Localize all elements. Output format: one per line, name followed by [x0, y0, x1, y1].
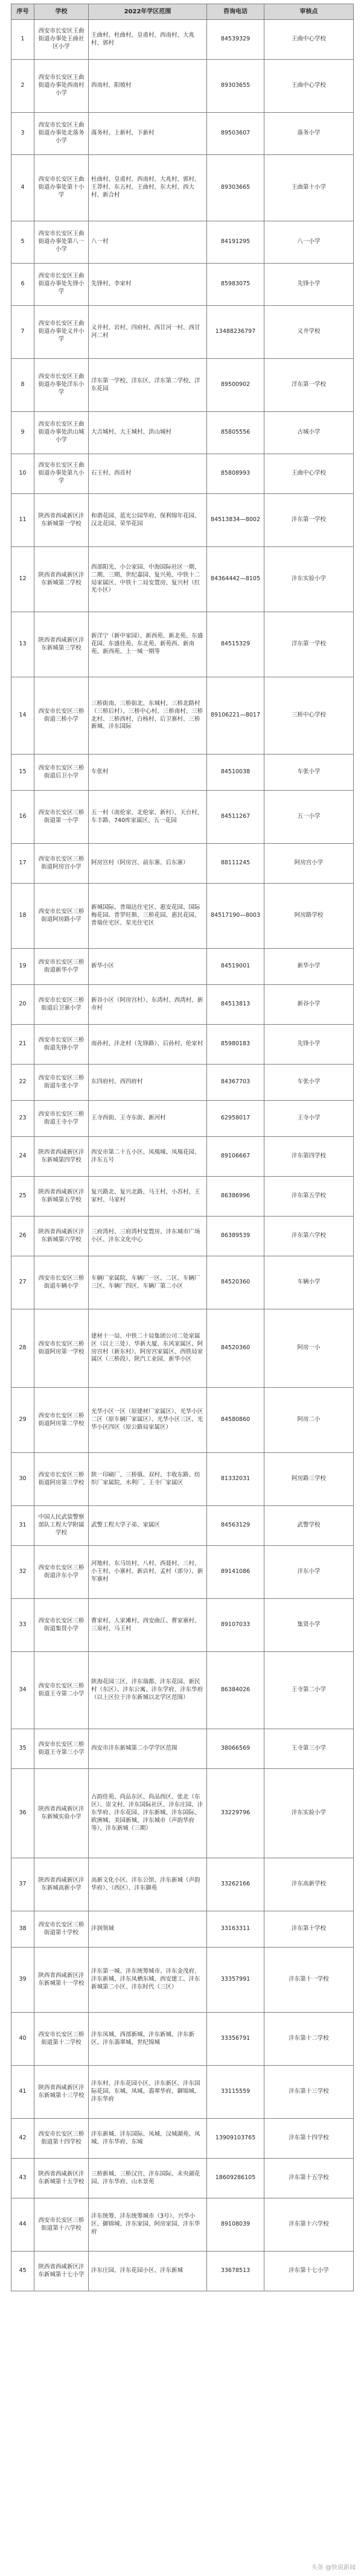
row-school: 西安市长安区三桥街道沣东小学 [34, 1546, 89, 1599]
row-no: 25 [11, 1177, 34, 1217]
row-school: 西安市长安区三桥街道车张小学 [34, 1065, 89, 1101]
table-row [11, 2013, 354, 2066]
row-phone: 84364442—8105 [207, 547, 264, 612]
row-school: 陕西省西咸新区沣东新城第十五学校 [34, 2159, 89, 2198]
row-phone: 89108039 [207, 2198, 264, 2252]
row-no: 43 [11, 2159, 34, 2198]
row-no: 15 [11, 755, 34, 791]
row-no: 10 [11, 454, 34, 494]
row-school: 西安市长安区三桥街道集贤小学 [34, 1599, 89, 1652]
table-row [11, 1101, 354, 1137]
row-review: 先锋小学 [264, 264, 354, 306]
row-review: 沣东第十四学校 [264, 2119, 354, 2159]
row-review: 车张小学 [264, 1065, 354, 1101]
row-school: 西安市长安区三桥街道新华小学 [34, 949, 89, 985]
row-phone: 38066569 [207, 1729, 264, 1769]
row-scope: 沣东统筹、沣东统筹城市（3号）、兴华小区、御锦城、沣东家园、阿房家园、沣东华府 [89, 2198, 207, 2252]
row-review: 王曲中心学校 [264, 60, 354, 113]
table-row [11, 884, 354, 949]
table-row [11, 677, 354, 755]
row-review: 阿房路学校 [264, 884, 354, 949]
row-review: 沣东第十五学校 [264, 2159, 354, 2198]
table-row [11, 2159, 354, 2198]
row-review: 王曲中心学校 [264, 20, 354, 60]
row-phone: 89503607 [207, 113, 264, 155]
row-review: 沣东小学 [264, 1546, 354, 1599]
row-scope: 陕海花园三区、沣东瑞都、沣东花园、新民村（东区）、沣东公寓、沣东学府、沣东华府（以上区位于沣东新城以北学区范围） [89, 1652, 207, 1729]
row-review: 沣东第六学校 [264, 1217, 354, 1256]
row-review: 八一小学 [264, 221, 354, 264]
row-scope: 车辆厂家属院、车辆厂一区、二区、车辆厂三区、车辆厂四区、车辆厂第二小区 [89, 1256, 207, 1309]
row-no: 45 [11, 2252, 34, 2291]
row-school: 陕西省西咸新区沣东新城第五学校 [34, 1177, 89, 1217]
row-no: 37 [11, 1858, 34, 1911]
table-row [11, 412, 354, 454]
row-review: 王寺第三小学 [264, 1729, 354, 1769]
row-scope: 河地村、东马坊村、八村、西聂村、三村、小王村、小寨村、新店村、孟村（部分）、新军寨村 [89, 1546, 207, 1599]
row-review: 三桥中心学校 [264, 677, 354, 755]
row-review: 沣东高新学校 [264, 1858, 354, 1911]
row-review: 沣东第十一学校 [264, 1948, 354, 2013]
table-row [11, 1217, 354, 1256]
row-no: 42 [11, 2119, 34, 2159]
header-phone: 咨询电话 [207, 4, 264, 20]
row-phone: 13488236797 [207, 306, 264, 359]
table-row [11, 1137, 354, 1177]
table-row [11, 2066, 354, 2119]
table-row [11, 1769, 354, 1858]
row-scope: 陕一印刷厂、三桥镇、双村、丰收东路、纺织厂家属院、水利厂、王寺厂家属区 [89, 1453, 207, 1506]
row-school: 陕西省西咸新区沣东新城第十三学校 [34, 2066, 89, 2119]
row-school: 西安市长安区三桥街道阿房路小学 [34, 884, 89, 949]
row-scope: 西南村、阳坡村 [89, 60, 207, 113]
row-phone: 84520360 [207, 1309, 264, 1388]
row-no: 40 [11, 2013, 34, 2066]
row-school: 西安市长安区三桥街道阿房第二学校 [34, 1388, 89, 1453]
row-school: 西安市长安区三桥街道阿房第三学校 [34, 1453, 89, 1506]
row-school: 西安市长安区三桥街道阿房第一学校 [34, 1309, 89, 1388]
row-no: 29 [11, 1388, 34, 1453]
row-no: 6 [11, 264, 34, 306]
row-phone: 86386996 [207, 1177, 264, 1217]
row-no: 39 [11, 1948, 34, 2013]
table-row [11, 1911, 354, 1948]
row-no: 32 [11, 1546, 34, 1599]
table-body [11, 20, 354, 2291]
row-no: 16 [11, 791, 34, 844]
row-scope: 沣东村、沣东花园小区、沣东新区、沣东国际花园、东城、凤城、翡翠华府、御锦城、沣东华府 [89, 2066, 207, 2119]
row-school: 陕西省西咸新区沣东新城第十一学校 [34, 1948, 89, 2013]
row-school: 西安市长安区王曲街道办事处王曲社区小学 [34, 20, 89, 60]
row-school: 西安市长安区王曲街道办事处洪山城小学 [34, 412, 89, 454]
table-row [11, 1729, 354, 1769]
row-no: 23 [11, 1101, 34, 1137]
row-no: 35 [11, 1729, 34, 1769]
row-phone: 33356791 [207, 2013, 264, 2066]
row-no: 44 [11, 2198, 34, 2252]
row-scope: 新华小区 [89, 949, 207, 985]
row-scope: 石王村、西首村 [89, 454, 207, 494]
school-district-table [11, 4, 354, 2291]
row-school: 西安市长安区王曲街道办事处第八一小学 [34, 221, 89, 264]
row-phone: 84519001 [207, 949, 264, 985]
table-row [11, 612, 354, 677]
row-phone: 84510038 [207, 755, 264, 791]
row-scope: 新城国际、普瑞达住宅区、惠安花园、国际梅花园、普罗旺斯、三桥花园、惠民花园、普瑞住宅区、星光住宅区 [89, 884, 207, 949]
row-review: 新谷小学 [264, 985, 354, 1025]
row-phone: 84563129 [207, 1506, 264, 1546]
row-no: 19 [11, 949, 34, 985]
row-scope: 古韵佳苑、尚品东区、尚品西区、张北（东区）、崇文村、沣东国际社区、沣东庄园、沣东华府、沣东花园、沣东新城、沣东国际、欧洲城、美园新城、沣东城市（声韵华府等）、沣东新城（三期） [89, 1769, 207, 1858]
row-school: 陕西省西咸新区沣东新城第六学校 [34, 1217, 89, 1256]
row-scope: 新谷小区（阿房宫村）、东湾村、西湾村、新市村 [89, 985, 207, 1025]
row-scope: 三桥街南、三桥街北、东城村、三桥北路村（三桥后村）、三桥中心村、三桥南村、三桥北村、三桥西村、白杨村、后卫寨村、三桥新城、沣东国际 [89, 677, 207, 755]
row-no: 14 [11, 677, 34, 755]
row-school: 陕西省西咸新区沣东新城第三学校 [34, 612, 89, 677]
row-no: 31 [11, 1506, 34, 1546]
row-phone: 89500902 [207, 359, 264, 412]
row-phone: 84515329 [207, 612, 264, 677]
row-scope: 沣东第一城、沣东统筹城市、沣东金茂府、沣东新城、沣东凤栖东城、西安建工、沣东新城第二小区、沣东时代（三区） [89, 1948, 207, 2013]
row-no: 12 [11, 547, 34, 612]
row-school: 西安市长安区三桥街道车辆小学 [34, 1256, 89, 1309]
row-review: 沣东第十三学校 [264, 2066, 354, 2119]
row-phone: 84367703 [207, 1065, 264, 1101]
row-scope: 西安市第二十五小区、凤凰城、凤凰花园、沣东五号 [89, 1137, 207, 1177]
row-phone: 84520360 [207, 1256, 264, 1309]
row-phone: 88111245 [207, 844, 264, 884]
row-review: 沣东第十七小学 [264, 2252, 354, 2291]
row-phone: 33262166 [207, 1858, 264, 1911]
row-scope: 西部阳光、小公家园、中海国际社区一期、二期、三期、世纪嘉园、复兴苑、中铁十二局家属区、中铁十二局安置房、复兴村（红光小区） [89, 547, 207, 612]
table-row [11, 1506, 354, 1546]
table-row [11, 1453, 354, 1506]
row-scope: 王寺西街、王寺东街、新河村 [89, 1101, 207, 1137]
table-row [11, 1858, 354, 1911]
table-row [11, 264, 354, 306]
row-no: 22 [11, 1065, 34, 1101]
row-no: 18 [11, 884, 34, 949]
table-row [11, 1065, 354, 1101]
row-review: 五一小学 [264, 791, 354, 844]
row-review: 沣东实验小学 [264, 1769, 354, 1858]
row-review: 沣东第十二学校 [264, 2013, 354, 2066]
row-no: 20 [11, 985, 34, 1025]
row-no: 28 [11, 1309, 34, 1388]
header-review: 审核点 [264, 4, 354, 20]
row-school: 陕西省西咸新区沣东新城第一学校 [34, 494, 89, 547]
row-review: 阿房二小 [264, 1388, 354, 1453]
table-row [11, 1025, 354, 1065]
row-scope: 落务村、上新村、下新村 [89, 113, 207, 155]
row-review: 车张小学 [264, 755, 354, 791]
table-row [11, 2252, 354, 2291]
row-school: 西安市长安区王曲街道办事处第九小学 [34, 454, 89, 494]
row-review: 先锋小学 [264, 1025, 354, 1065]
row-school: 西安市长安区三桥街道后卫小学 [34, 755, 89, 791]
row-review: 沣东第一学校 [264, 494, 354, 547]
row-scope: 大吉城村、大王城村、洪山城村 [89, 412, 207, 454]
row-review: 王寺第二小学 [264, 1652, 354, 1729]
row-school: 西安市长安区王曲街道办事处先锋小学 [34, 264, 89, 306]
row-no: 26 [11, 1217, 34, 1256]
row-phone: 89106667 [207, 1137, 264, 1177]
row-phone: 89303655 [207, 60, 264, 113]
row-phone: 84513834—8002 [207, 494, 264, 547]
row-review: 新华小学 [264, 949, 354, 985]
row-phone: 62958017 [207, 1101, 264, 1137]
table-row [11, 155, 354, 221]
row-phone: 33357991 [207, 1948, 264, 2013]
row-phone: 81332031 [207, 1453, 264, 1506]
row-no: 33 [11, 1599, 34, 1652]
row-school: 西安市长安区三桥街道三桥小学 [34, 677, 89, 755]
row-scope: 阿房宫村（阿房宫、前东寨、后东寨） [89, 844, 207, 884]
row-review: 王曲第十小学 [264, 155, 354, 221]
row-school: 陕西省西咸新区沣东新城第十七小学 [34, 2252, 89, 2291]
row-school: 陕西省西咸新区沣东新城第二学校 [34, 547, 89, 612]
row-review: 沣东实验小学 [264, 547, 354, 612]
row-scope: 沣润领域 [89, 1911, 207, 1948]
row-no: 5 [11, 221, 34, 264]
row-review: 沣东第四学校 [264, 1137, 354, 1177]
row-school: 西安市长安区三桥街道先锋小学 [34, 1025, 89, 1065]
row-phone: 86389539 [207, 1217, 264, 1256]
row-phone: 33229796 [207, 1769, 264, 1858]
row-no: 13 [11, 612, 34, 677]
row-phone: 85808993 [207, 454, 264, 494]
table-row [11, 113, 354, 155]
row-review: 落务小学 [264, 113, 354, 155]
row-phone: 85980183 [207, 1025, 264, 1065]
row-no: 3 [11, 113, 34, 155]
row-no: 38 [11, 1911, 34, 1948]
row-school: 西安市长安区三桥街道第十六学校 [34, 2198, 89, 2252]
row-scope: 王曲村、杜曲村、皇甫村、西南村、大兆村、郭村 [89, 20, 207, 60]
row-school: 西安市长安区王曲街道办事处北落务小学 [34, 113, 89, 155]
table-row [11, 1599, 354, 1652]
row-school: 西安市长安区三桥街道第一小学 [34, 791, 89, 844]
row-review: 车辆小学 [264, 1256, 354, 1309]
table-row [11, 359, 354, 412]
row-no: 8 [11, 359, 34, 412]
row-review: 集贤小学 [264, 1599, 354, 1652]
table-row [11, 1256, 354, 1309]
row-scope: 沣东凤城、西部新城、沣东新城、沣东新区、沣东翡翠城、世纪锦城 [89, 2013, 207, 2066]
table-row [11, 1546, 354, 1599]
row-scope: 高新文化小区、沣东公馆、沣东新城（声韵华府）、（西区）、沣东御苑 [89, 1858, 207, 1911]
row-scope: 新洋宁（新中家园）、新西苑、新北苑、东盛花园、东盛佳苑、东北苑、新苑西、新南苑、新西苑、上一城一期等 [89, 612, 207, 677]
table-row [11, 1309, 354, 1388]
row-review: 王寺小学 [264, 1101, 354, 1137]
table-row [11, 306, 354, 359]
row-review: 武警学校 [264, 1506, 354, 1546]
row-no: 21 [11, 1025, 34, 1065]
row-phone: 85983075 [207, 264, 264, 306]
row-review: 阿房宫小学 [264, 844, 354, 884]
table-row [11, 60, 354, 113]
row-review: 沣东第十学校 [264, 1911, 354, 1948]
header-school: 学校 [34, 4, 89, 20]
row-phone: 89106221—8017 [207, 677, 264, 755]
row-phone: 33115559 [207, 2066, 264, 2119]
row-scope: 光华小区一区（原建材厂家属区）、光华小区二区（原车辆厂家属区）、光华小区三区、光华小区四区（原公路局家属区） [89, 1388, 207, 1453]
row-scope: 三府湾村、三府湾村安置房、沣东城市广场小区、沣东文化中心 [89, 1217, 207, 1256]
table-row [11, 1948, 354, 2013]
table-row [11, 494, 354, 547]
watermark: 头条 @快说新闻 [311, 2565, 356, 2571]
row-review: 沣东第五学校 [264, 1177, 354, 1217]
row-no: 27 [11, 1256, 34, 1309]
header-no: 序号 [11, 4, 34, 20]
table-row [11, 1388, 354, 1453]
row-no: 34 [11, 1652, 34, 1729]
row-no: 36 [11, 1769, 34, 1858]
row-school: 西安市长安区三桥街道王寺第三小学 [34, 1729, 89, 1769]
row-school: 西安市长安区三桥街道王寺第二小学 [34, 1652, 89, 1729]
header-scope: 2022年学区范围 [89, 4, 207, 20]
row-review: 阿房一小 [264, 1309, 354, 1388]
table-row [11, 1177, 354, 1217]
row-school: 西安市长安区三桥街道后卫寨小学 [34, 985, 89, 1025]
row-school: 西安市长安区三桥街道阿房宫小学 [34, 844, 89, 884]
row-scope: 三桥新城、三桥汉宫、沣东国际、未央湖花园、沣东华府、山水景苑 [89, 2159, 207, 2198]
row-school: 西安市长安区三桥街道王寺小学 [34, 1101, 89, 1137]
row-no: 24 [11, 1137, 34, 1177]
row-phone: 18609286105 [207, 2159, 264, 2198]
row-scope: 先锋村、李家村 [89, 264, 207, 306]
table-row [11, 949, 354, 985]
row-review: 洋东第一学校 [264, 359, 354, 412]
row-scope: 车张村 [89, 755, 207, 791]
row-school: 西安市长安区三桥街道第十四学校 [34, 2119, 89, 2159]
row-no: 9 [11, 412, 34, 454]
row-school: 西安市长安区三桥街道第十二学校 [34, 2013, 89, 2066]
row-phone: 84191295 [207, 221, 264, 264]
row-phone: 89303665 [207, 155, 264, 221]
row-no: 30 [11, 1453, 34, 1506]
row-review: 王曲中心学校 [264, 454, 354, 494]
row-scope: 复兴路北、复兴北路、马王村、小苏村、王家村、马家村 [89, 1177, 207, 1217]
row-phone: 13909103765 [207, 2119, 264, 2159]
row-phone: 89107033 [207, 1599, 264, 1652]
row-scope: 义井村、岩村、四府村、西甘河一村、西甘河二村 [89, 306, 207, 359]
row-phone: 33678513 [207, 2252, 264, 2291]
row-review: 义井学校 [264, 306, 354, 359]
row-no: 41 [11, 2066, 34, 2119]
table-row [11, 2119, 354, 2159]
row-no: 1 [11, 20, 34, 60]
row-no: 7 [11, 306, 34, 359]
row-review: 洋东第一学校 [264, 612, 354, 677]
row-scope: 西安市沣东新城第二小学学区范围 [89, 1729, 207, 1769]
row-phone: 33163311 [207, 1911, 264, 1948]
row-scope: 建材十一局、中铁二十局集团公司二处家属区（以上三处）、华新大厦、东风家属区、阿房宫村（新东村）、阿房宫家属区、西铁局家属区（三桥段）、陕汽工业园、新华小区 [89, 1309, 207, 1388]
row-scope: 曹家村、人家滩村、西安曲江、曹家寨村、三泉村、马王村 [89, 1599, 207, 1652]
table-row [11, 20, 354, 60]
row-phone: 84511267 [207, 791, 264, 844]
row-scope: 杜曲村、皇甫村、西南村、大兆村、郭村、王莽村、东五村、王曲村、东大村、西大村、新合村 [89, 155, 207, 221]
row-phone: 84513813 [207, 985, 264, 1025]
table-header-row [11, 4, 354, 20]
row-review: 古城小学 [264, 412, 354, 454]
row-school: 西安市长安区三桥街道第十学校 [34, 1911, 89, 1948]
row-school: 陕西省西咸新区沣东新城实验小学 [34, 1769, 89, 1858]
table-row [11, 454, 354, 494]
row-no: 11 [11, 494, 34, 547]
row-scope: 南孙村、沣北村（先锋路）、后孙村、伦家村 [89, 1025, 207, 1065]
row-scope: 沣东新城、沣东国际、凤城、汉城湖苑、凤城、沣东华府、东城 [89, 2119, 207, 2159]
row-school: 陕西省西咸新区沣东新城第四学校 [34, 1137, 89, 1177]
row-scope: 东四府村、西四府村 [89, 1065, 207, 1101]
row-scope: 八一村 [89, 221, 207, 264]
row-scope: 洋东第一学校、洋东区、洋东第二学校、洋东花园 [89, 359, 207, 412]
row-phone: 89141086 [207, 1546, 264, 1599]
row-school: 西安市长安区王曲街道办事处洋东小学 [34, 359, 89, 412]
row-phone: 84517190—8003 [207, 884, 264, 949]
row-no: 4 [11, 155, 34, 221]
row-no: 17 [11, 844, 34, 884]
row-phone: 86384026 [207, 1652, 264, 1729]
row-scope: 武警工程大学子弟、家属区 [89, 1506, 207, 1546]
row-scope: 和谐花园、蓝光公园华府、保利锦年花园、汉北花园、荣华花园 [89, 494, 207, 547]
row-phone: 84539329 [207, 20, 264, 60]
row-review: 沣东第十六学校 [264, 2198, 354, 2252]
table-row [11, 985, 354, 1025]
row-school: 西安市长安区王曲街道办事处西南村小学 [34, 60, 89, 113]
row-school: 陕西省西咸新区沣东新城高新小学 [34, 1858, 89, 1911]
row-no: 2 [11, 60, 34, 113]
table-row [11, 755, 354, 791]
table-row [11, 791, 354, 844]
row-phone: 84580860 [207, 1388, 264, 1453]
row-scope: 沣东庄园、沣东花园小区、沣东新城 [89, 2252, 207, 2291]
row-review: 阿房路三学校 [264, 1453, 354, 1506]
row-phone: 85805556 [207, 412, 264, 454]
row-school: 中国人民武装警察部队工程大学附属学校 [34, 1506, 89, 1546]
row-school: 西安市长安区王曲街道办事处义井小学 [34, 306, 89, 359]
table-row [11, 2198, 354, 2252]
row-school: 西安市长安区王曲街道办事处第十小学 [34, 155, 89, 221]
table-row [11, 221, 354, 264]
table-row [11, 844, 354, 884]
table-row [11, 1652, 354, 1729]
table-row [11, 547, 354, 612]
row-scope: 五一村（南伦家、北伦家、新村）、天台村、车丰路、740库家属区、五一花园 [89, 791, 207, 844]
